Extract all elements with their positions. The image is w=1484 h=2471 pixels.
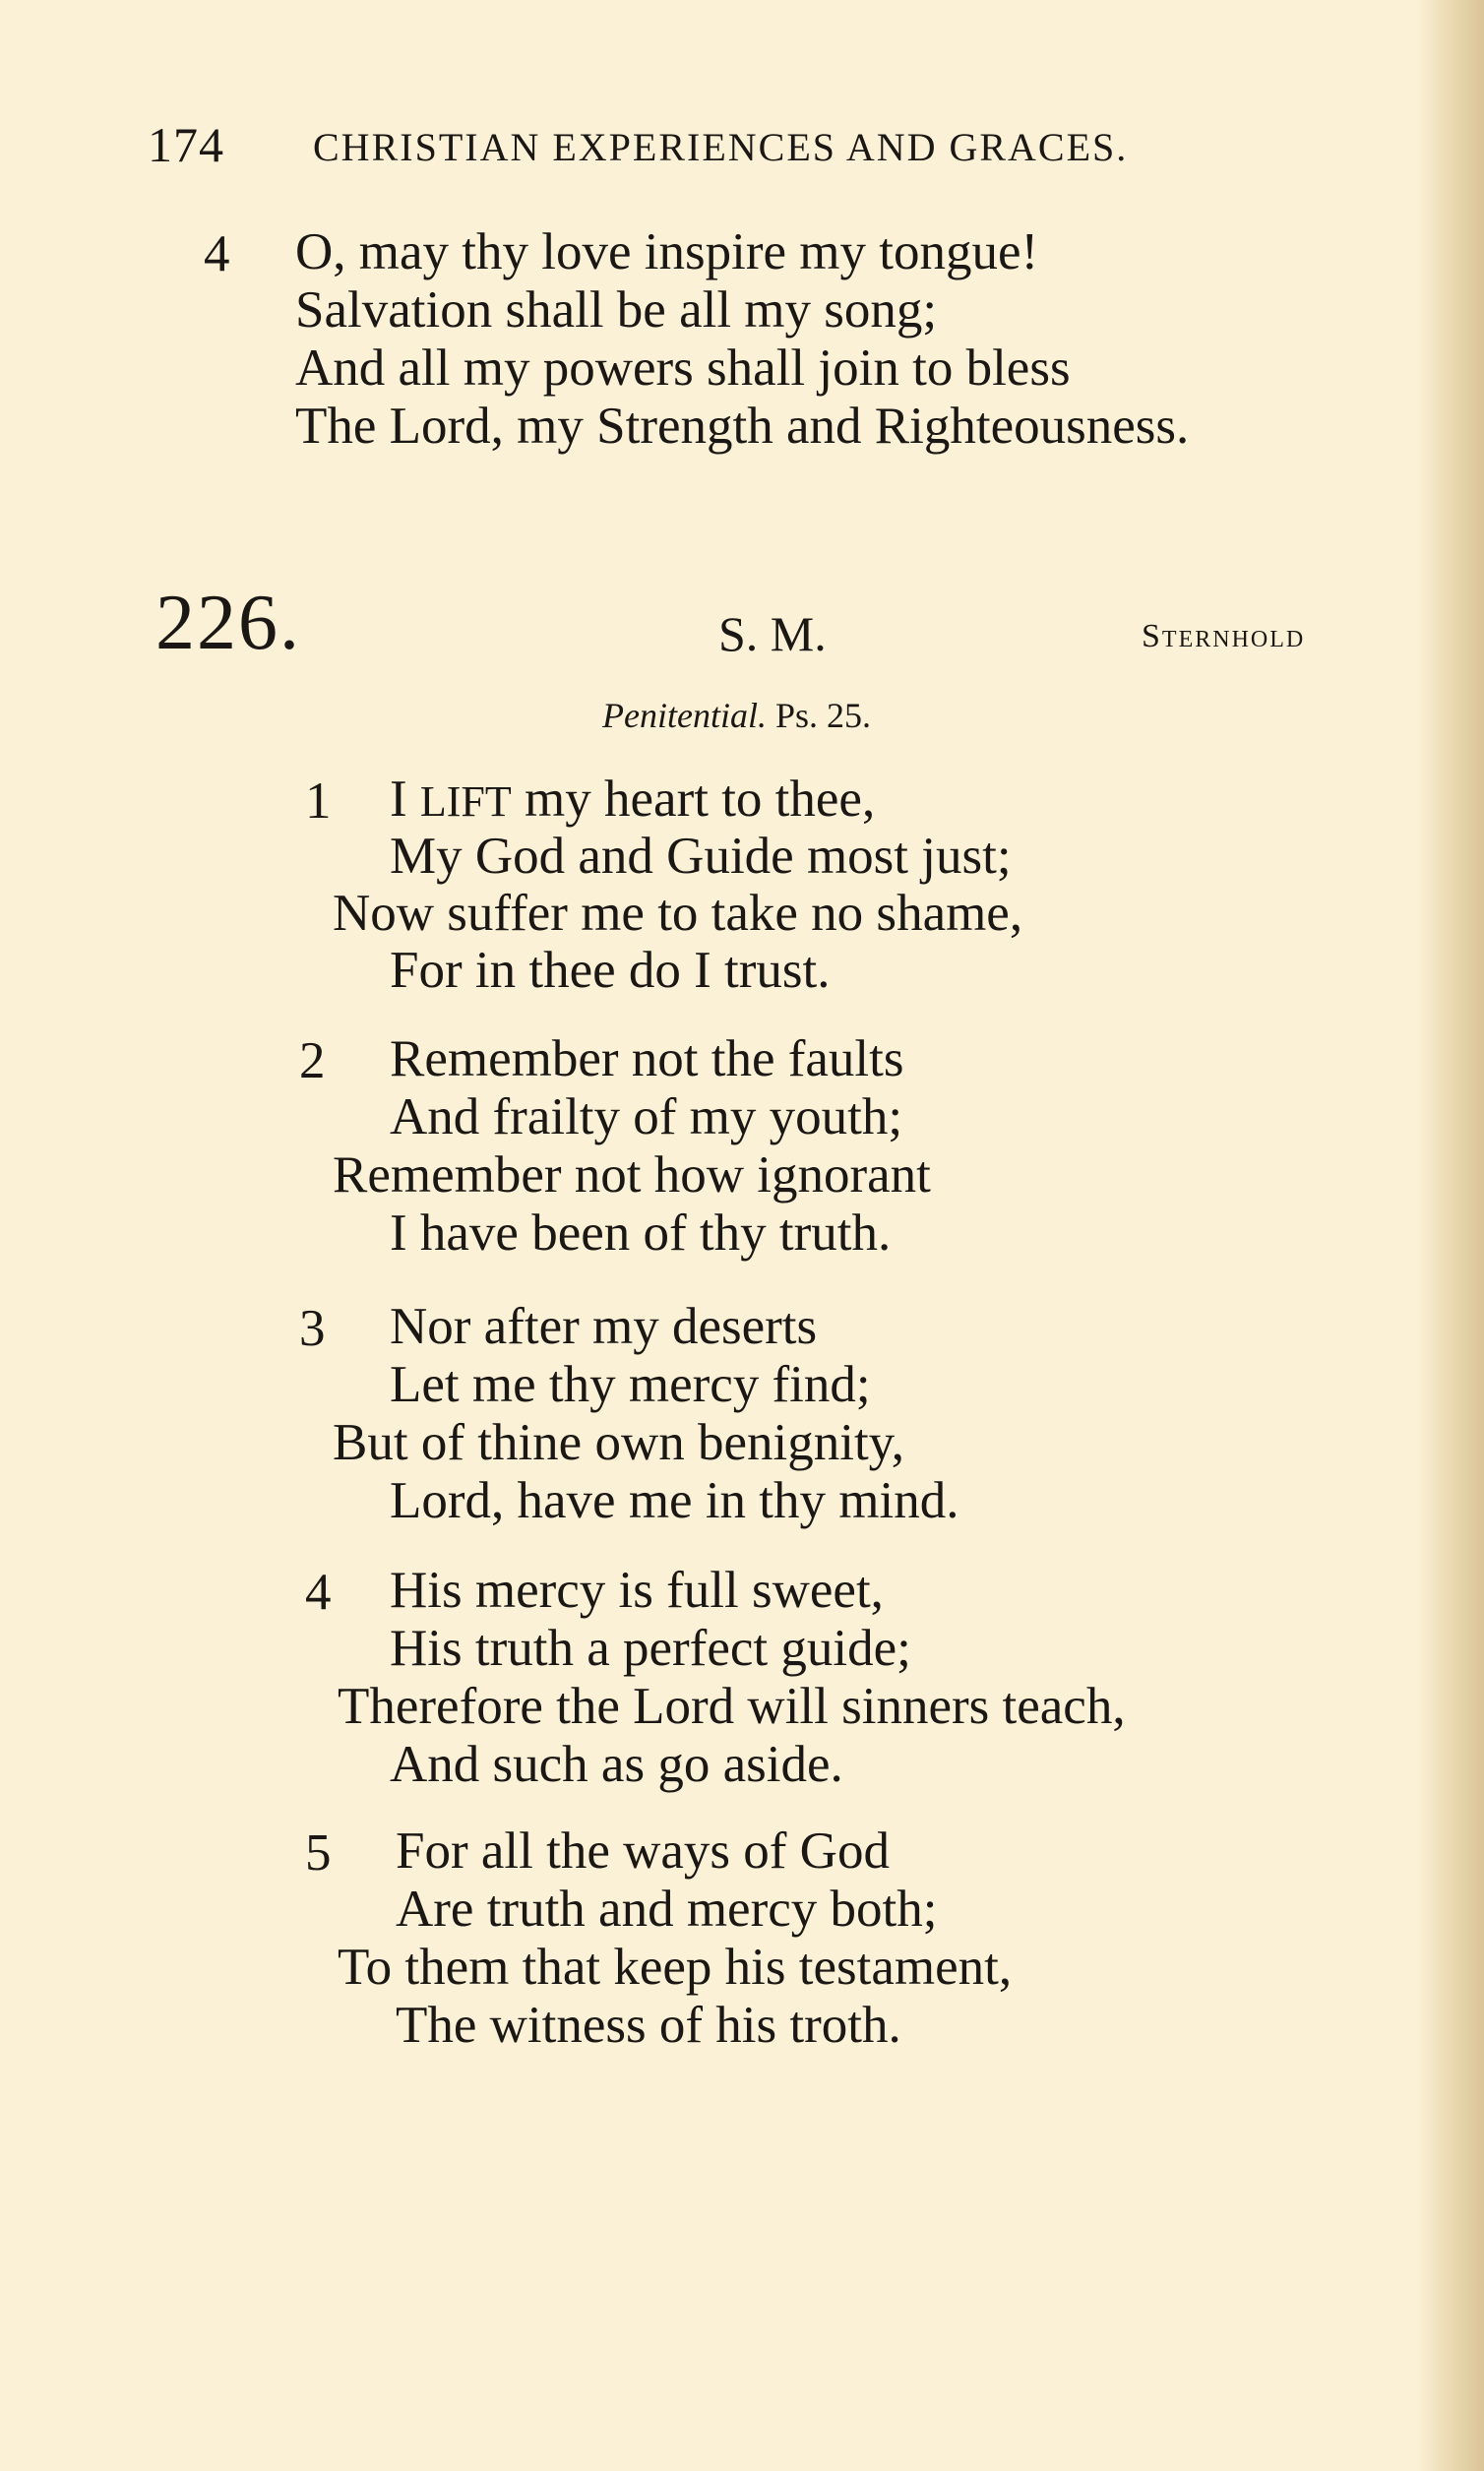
hymn-author: Sternhold bbox=[1142, 618, 1306, 654]
small-caps-word: LIFT bbox=[419, 777, 512, 826]
hymn-meter: S. M. bbox=[718, 606, 827, 661]
stanza-line: For all the ways of God bbox=[396, 1822, 890, 1880]
stanza-line: Salvation shall be all my song; bbox=[295, 281, 938, 339]
stanza-line: Are truth and mercy both; bbox=[396, 1881, 938, 1938]
scripture-reference: Ps. 25. bbox=[774, 696, 871, 735]
stanza-line: And such as go aside. bbox=[390, 1736, 843, 1793]
stanza-line: Lord, have me in thy mind. bbox=[390, 1472, 959, 1529]
running-title: CHRISTIAN EXPERIENCES AND GRACES. bbox=[313, 125, 1129, 169]
stanza-line: And frailty of my youth; bbox=[390, 1088, 903, 1145]
stanza-line: I LIFT my heart to thee, bbox=[390, 771, 876, 828]
hymn-number: 226. bbox=[155, 580, 301, 666]
stanza-line: For in thee do I trust. bbox=[390, 942, 831, 999]
stanza-line: To them that keep his testament, bbox=[338, 1939, 1013, 1996]
stanza-number: 2 bbox=[299, 1032, 326, 1089]
stanza-number: 4 bbox=[204, 225, 230, 282]
stanza-line: Remember not the faults bbox=[390, 1030, 904, 1087]
stanza-line: Now suffer me to take no shame, bbox=[333, 885, 1023, 942]
page-number: 174 bbox=[148, 117, 224, 172]
stanza-line: Let me thy mercy find; bbox=[390, 1356, 871, 1413]
stanza-line: Therefore the Lord will sinners teach, bbox=[338, 1678, 1126, 1735]
stanza-line: The Lord, my Strength and Righteousness. bbox=[295, 398, 1190, 455]
stanza-line: His mercy is full sweet, bbox=[390, 1562, 884, 1619]
stanza-line: My God and Guide most just; bbox=[390, 828, 1012, 885]
stanza-line: I have been of thy truth. bbox=[390, 1205, 892, 1262]
stanza-line: O, may thy love inspire my tongue! bbox=[295, 223, 1039, 280]
stanza-line: Remember not how ignorant bbox=[333, 1146, 931, 1204]
stanza-number: 5 bbox=[305, 1824, 332, 1882]
stanza-line: And all my powers shall join to bless bbox=[295, 340, 1071, 397]
hymn-topic: Penitential. bbox=[602, 696, 767, 735]
stanza-line: The witness of his troth. bbox=[396, 1997, 901, 2054]
stanza-line: Nor after my deserts bbox=[390, 1298, 818, 1355]
hymn-subtitle bbox=[602, 695, 871, 736]
stanza-line: His truth a perfect guide; bbox=[390, 1620, 911, 1677]
stanza-line: But of thine own benignity, bbox=[333, 1414, 904, 1471]
stanza-number: 3 bbox=[299, 1300, 326, 1357]
stanza-number: 1 bbox=[305, 772, 332, 830]
stanza-number: 4 bbox=[305, 1564, 332, 1621]
